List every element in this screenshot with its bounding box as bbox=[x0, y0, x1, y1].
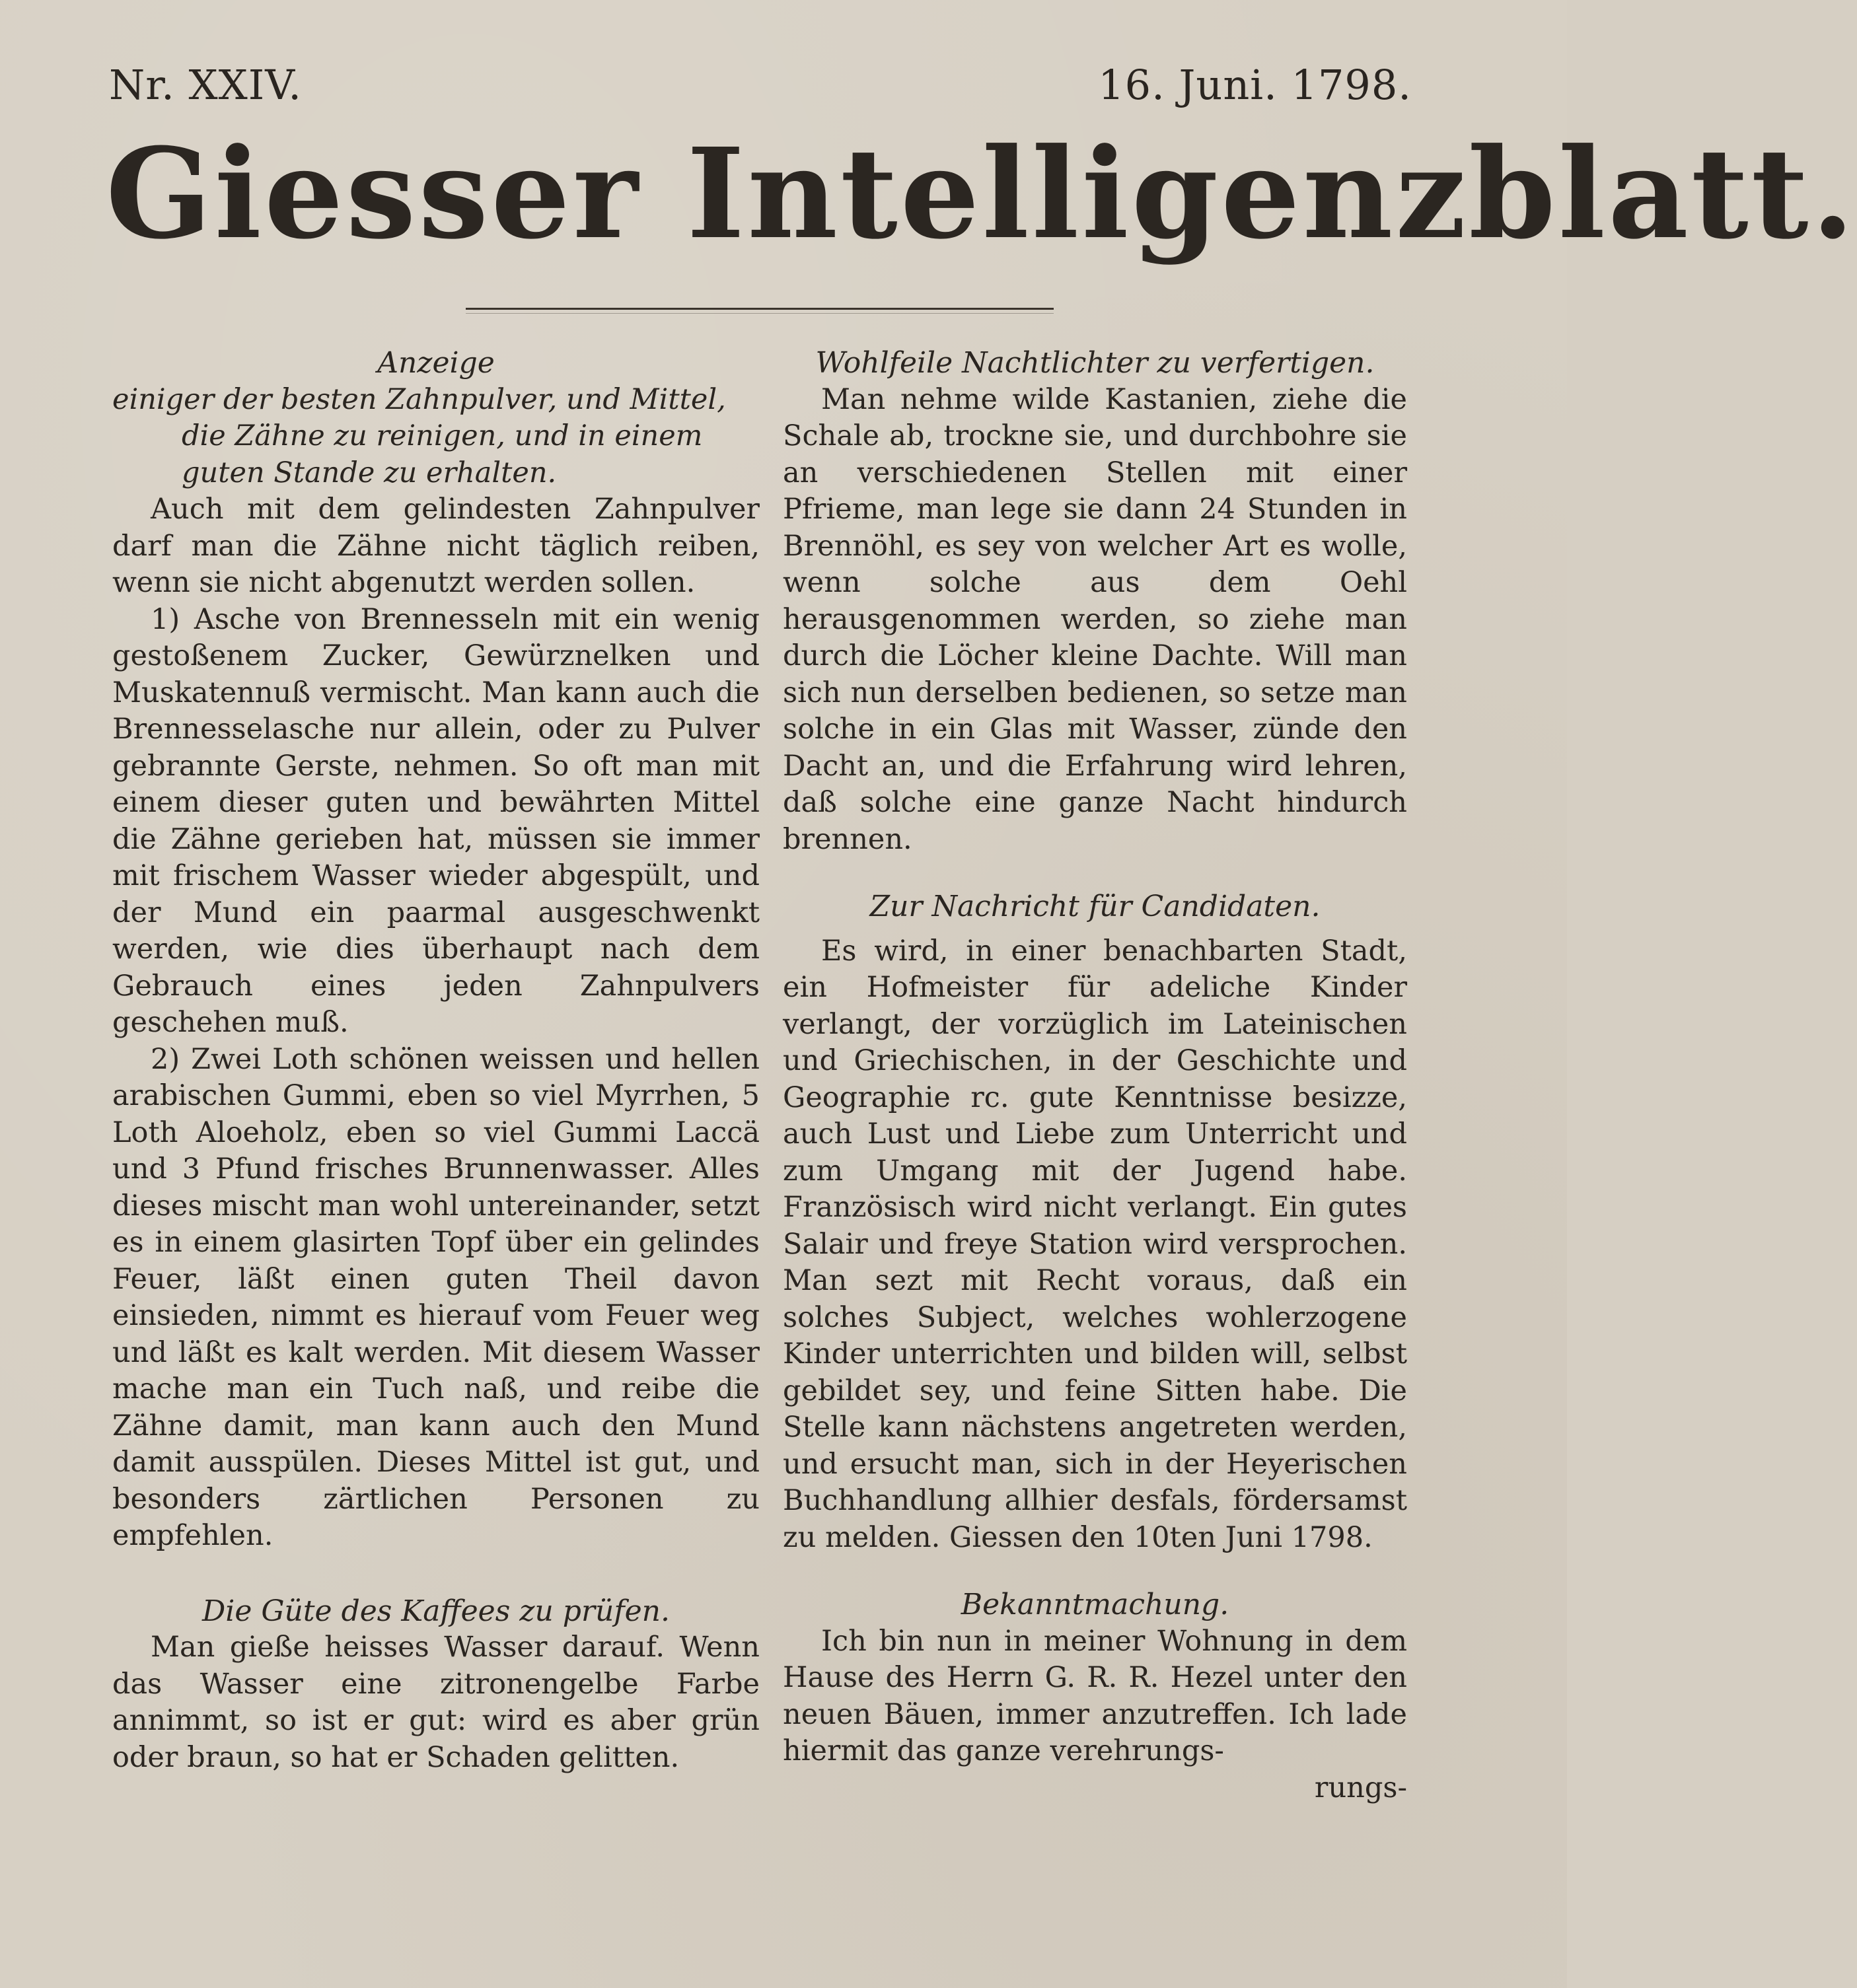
article-heading-kaffee: Die Güte des Kaffees zu prüfen. bbox=[202, 1594, 670, 1628]
masthead-title: Giesser Intelligenzblatt. bbox=[106, 121, 1857, 267]
article-heading-bekanntmachung: Bekanntmachung. bbox=[961, 1588, 1229, 1621]
paragraph: 2) Zwei Loth schönen weissen und hellen arabischen Gummi, eben so viel Myrrhen, 5 Loth Aloeholz, eben so viel Gummi Laccä und 3 Pfund frisches Brunnenwasser. Alles dieses mischt man wohl untereinander, setzt es in einem glasirten Topf über ein gelindes Feuer, läßt einen guten Theil davon einsieden, nimmt es hierauf vom Feuer weg und läßt es kalt werden. Mit diesem Wasser mache man ein Tuch naß, und reibe die Zähne damit, man kann auch den Mund damit ausspülen. Dieses Mittel ist gut, und besonders zärtlichen Personen zu empfehlen. bbox=[112, 1042, 760, 1552]
paragraph: Es wird, in einer benachbarten Stadt, ein Hofmeister für adeliche Kinder verlangt, der vorzüglich im Lateinischen und Griechischen, in der Geschichte und Geographie rc. gute Kenntnisse besizze, auch Lust und Liebe zum Unterricht und zum Umgang mit der Jugend habe. Französisch wird nicht verlangt. Ein gutes Salair und freye Station wird versprochen. Man sezt mit Recht voraus, daß ein solches Subject, welches wohlerzogene Kinder unterrichten und bilden will, selbst gebildet sey, und feine Sitten habe. Die Stelle kann nächstens angetreten werden, und ersucht man, sich in der Heyerischen Buchhandlung allhier desfals, fördersamst zu melden. Giessen den 10ten Juni 1798. bbox=[783, 934, 1407, 1554]
issue-number: Nr. XXIV. bbox=[109, 61, 302, 109]
paragraph: 1) Asche von Brennesseln mit ein wenig gestoßenem Zucker, Gewürznelken und Muskatennuß vermischt. Man kann auch die Brennesselasche nur allein, oder zu Pulver gebrannte Gerste, nehmen. So oft man mit einem dieser guten und bewährten Mittel die Zähne gerieben hat, müssen sie immer mit frischem Wasser wieder abgespült, und der Mund ein paarmal ausgeschwenkt werden, wie dies überhaupt nach dem Gebrauch eines jeden Zahnpulvers geschehen muß. bbox=[112, 602, 760, 1039]
article-subheading: einiger der besten Zahnpulver, und Mittel, die Zähne zu reinigen, und in einem guten Stande zu erhalten. bbox=[112, 382, 726, 489]
right-column bbox=[783, 345, 1407, 1806]
article-heading-anzeige: Anzeige bbox=[377, 346, 495, 380]
masthead-rule bbox=[466, 308, 1054, 310]
paragraph: Ich bin nun in meiner Wohnung in dem Hause des Herrn G. R. R. Hezel unter den neuen Bäuen, immer anzutreffen. Ich lade hiermit das ganze verehrungs- bbox=[783, 1624, 1407, 1767]
paragraph: Man gieße heisses Wasser darauf. Wenn das Wasser eine zitronengelbe Farbe annimmt, so ist er gut: wird es aber grün oder braun, so hat er Schaden gelitten. bbox=[112, 1631, 760, 1774]
left-column bbox=[112, 345, 760, 1776]
article-heading-candidaten: Zur Nachricht für Candidaten. bbox=[869, 890, 1321, 923]
issue-date: 16. Juni. 1798. bbox=[1098, 61, 1412, 109]
article-heading-nachtlichter: Wohlfeile Nachtlichter zu verfertigen. bbox=[815, 346, 1375, 380]
catchword: rungs- bbox=[1314, 1771, 1407, 1804]
paragraph: Auch mit dem gelindesten Zahnpulver darf man die Zähne nicht täglich reiben, wenn sie nicht abgenutzt werden sollen. bbox=[112, 493, 760, 599]
paragraph: Man nehme wilde Kastanien, ziehe die Schale ab, trockne sie, und durchbohre sie an verschiedenen Stellen mit einer Pfrieme, man lege sie dann 24 Stunden in Brennöhl, es sey von welcher Art es wolle, wenn solche aus dem Oehl herausgenommen werden, so ziehe man durch die Löcher kleine Dachte. Will man sich nun derselben bedienen, so setze man solche in ein Glas mit Wasser, zünde den Dacht an, und die Erfahrung wird lehren, daß solche eine ganze Nacht hindurch brennen. bbox=[783, 382, 1407, 856]
